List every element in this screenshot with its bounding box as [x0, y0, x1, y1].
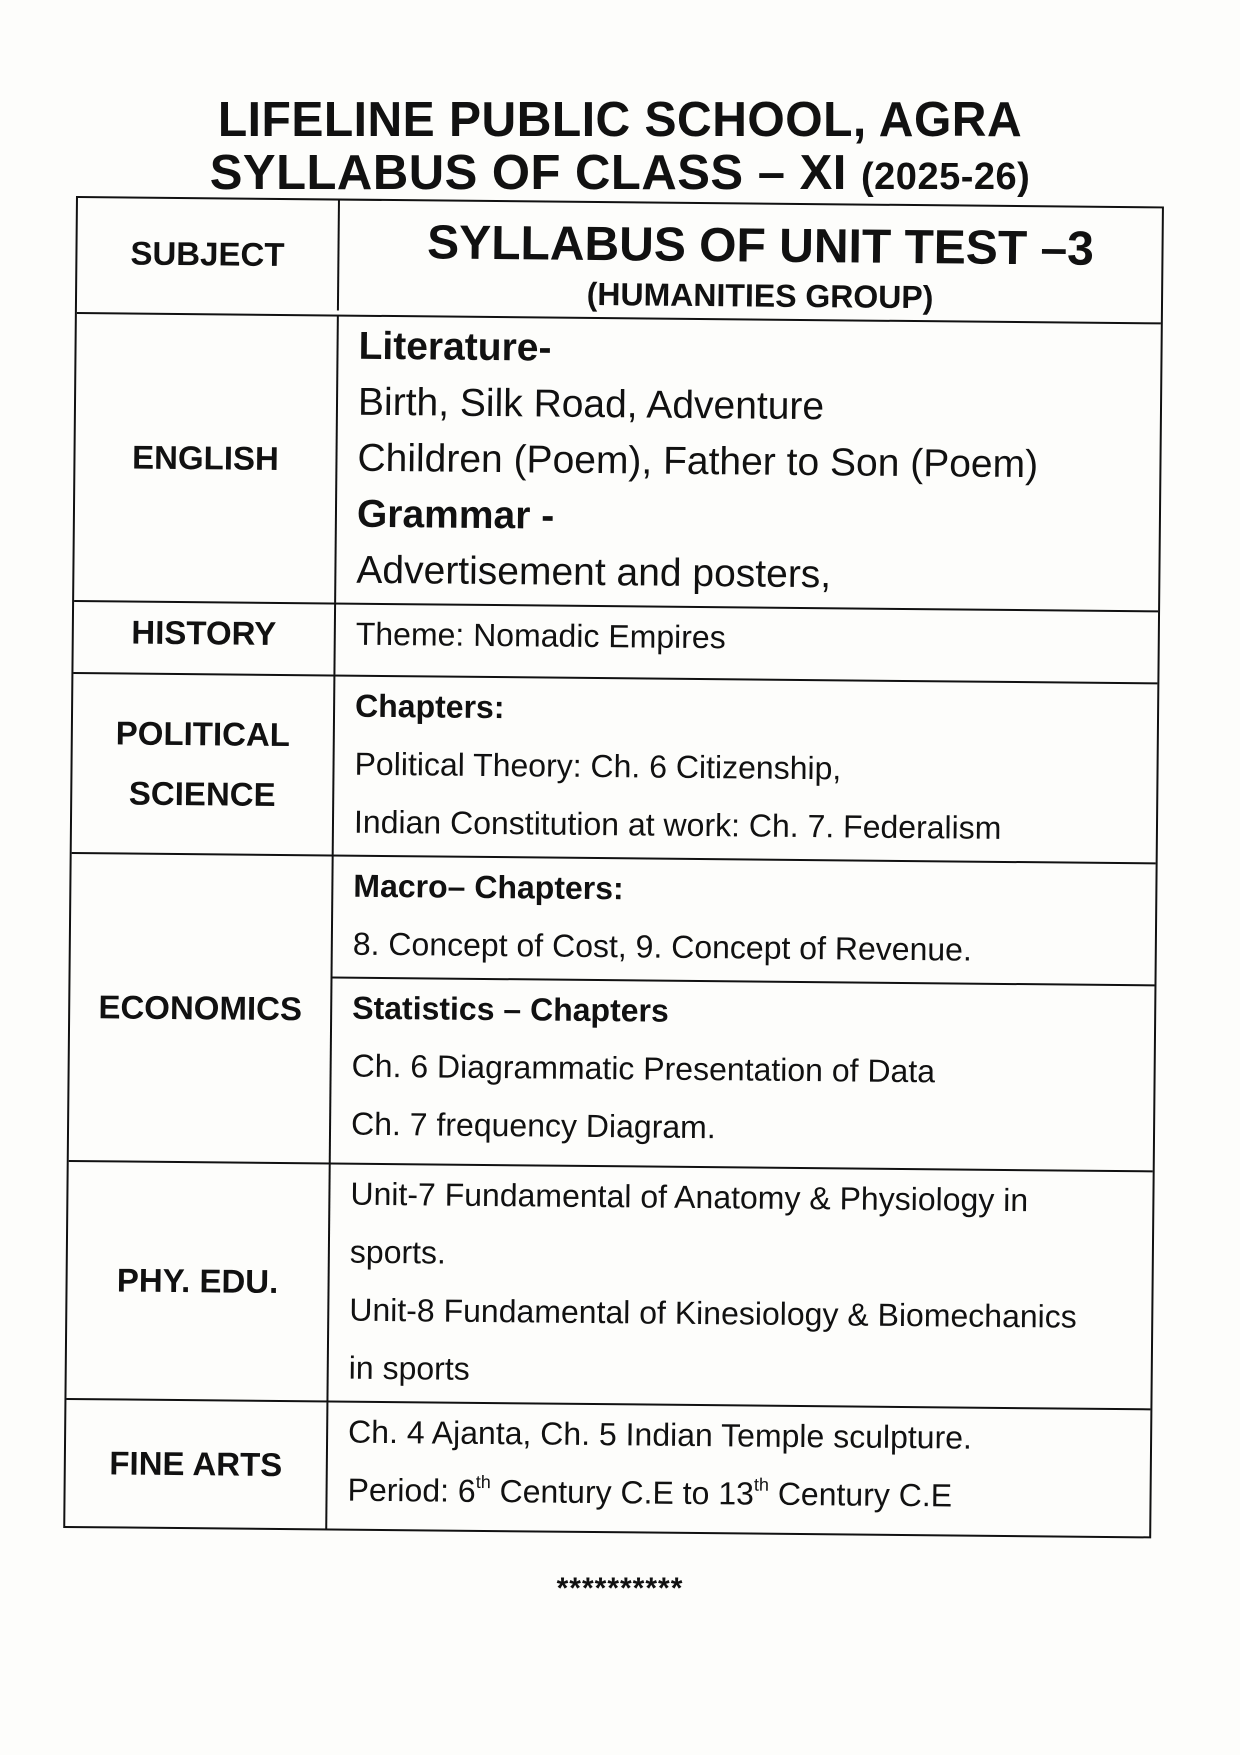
subject-political-line1: POLITICAL	[115, 714, 291, 754]
subject-political-line2: SCIENCE	[128, 774, 276, 813]
fine-arts-period	[347, 1461, 1150, 1527]
history-line: Theme: Nomadic Empires	[355, 615, 726, 656]
phy-edu-line: sports.	[349, 1233, 447, 1271]
ordinal-suffix: th	[753, 1474, 770, 1495]
english-line: Birth, Silk Road, Adventure	[357, 380, 825, 429]
subject-phy-edu: PHY. EDU.	[66, 1162, 330, 1401]
english-line: Children (Poem), Father to Son (Poem)	[357, 436, 1039, 487]
subject-fine-arts: FINE ARTS	[65, 1400, 328, 1529]
end-marker-stars: **********	[556, 1572, 684, 1605]
subject-economics: ECONOMICS	[69, 854, 334, 1163]
session-year: (2025-26)	[861, 156, 1031, 198]
period-prefix: Period: 6	[347, 1471, 476, 1509]
macro-heading: Macro– Chapters:	[353, 867, 624, 907]
macro-line: 8. Concept of Cost, 9. Concept of Revenue.	[352, 925, 973, 968]
statistics-line: Ch. 6 Diagrammatic Presentation of Data	[351, 1047, 936, 1090]
english-literature-heading: Literature-	[358, 324, 552, 370]
economics-macro-section	[353, 857, 1156, 985]
english-grammar-heading: Grammar -	[356, 492, 555, 538]
subject-history: HISTORY	[73, 602, 336, 675]
statistics-line: Ch. 7 frequency Diagram.	[350, 1105, 716, 1146]
table-row-fine-arts	[65, 1398, 1150, 1536]
school-name: LIFELINE PUBLIC SCHOOL, AGRA	[217, 93, 1023, 147]
phy-edu-line: in sports	[348, 1349, 470, 1387]
table-row-phy-edu	[66, 1160, 1152, 1408]
class-title	[0, 145, 1240, 201]
table-row-history	[73, 600, 1158, 682]
subject-column-header: SUBJECT	[77, 198, 340, 311]
fine-arts-line: Ch. 4 Ajanta, Ch. 5 Indian Temple sculpture.	[347, 1413, 973, 1456]
english-line: Advertisement and posters,	[356, 548, 832, 597]
table-header-row	[77, 198, 1162, 322]
table-row-political-science	[72, 672, 1158, 862]
statistics-heading: Statistics – Chapters	[352, 989, 669, 1029]
polsci-line: Indian Constitution at work: Ch. 7. Federalism	[353, 803, 1002, 846]
group-label: (HUMANITIES GROUP)	[586, 275, 934, 316]
phy-edu-line: Unit-8 Fundamental of Kinesiology & Biomechanics	[349, 1291, 1077, 1335]
period-suffix: Century C.E	[768, 1475, 953, 1514]
table-row-english	[74, 312, 1161, 610]
table-row-economics	[69, 852, 1156, 1170]
polsci-line: Political Theory: Ch. 6 Citizenship,	[354, 745, 842, 787]
period-mid: Century C.E to 13	[490, 1473, 755, 1512]
polsci-chapters-heading: Chapters:	[354, 687, 505, 726]
syllabus-header: SYLLABUS OF UNIT TEST –3	[426, 216, 1095, 276]
ordinal-suffix: th	[475, 1471, 491, 1493]
subject-english: ENGLISH	[74, 314, 339, 603]
class-title-text: SYLLABUS OF CLASS – XI	[209, 146, 847, 200]
phy-edu-line: Unit-7 Fundamental of Anatomy & Physiology in	[350, 1175, 1029, 1219]
syllabus-table	[63, 196, 1164, 1538]
subject-political-science	[72, 674, 336, 855]
economics-statistics-section	[331, 976, 1155, 1170]
